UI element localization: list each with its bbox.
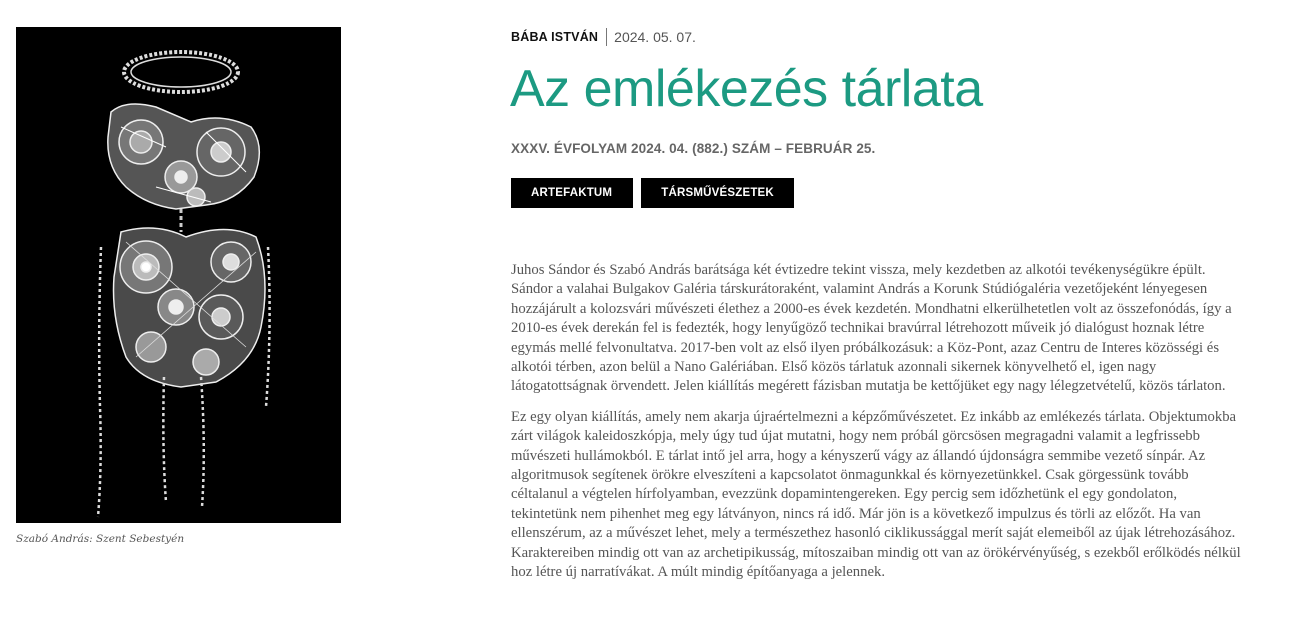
- artwork-image: [16, 27, 341, 523]
- lower-mechanism: [114, 228, 266, 387]
- article-body: [511, 261, 1241, 594]
- tag-list: [511, 178, 794, 208]
- author-link[interactable]: BÁBA ISTVÁN: [511, 28, 607, 46]
- article-title: Az emlékezés tárlata: [510, 60, 983, 118]
- tag-tarsmuveszetek[interactable]: TÁRSMŰVÉSZETEK: [641, 178, 794, 208]
- paragraph: Ez egy olyan kiállítás, amely nem akarja újraértelmezni a képzőművészetet. Ez inkább az emlékezés tárlata. Objektumokba zárt világok kaleidoszkópja, mely úgy tud újat mutatni, hogy nem próbál görcsösen megragadni valamit a legfrissebb művészeti hullámokból. E tárlat intő jel arra, hogy a kényszerű vágy az állandó újdonságra semmibe vezető sínpár. Az algoritmusok segítenek örökre elveszíteni a kapcsolatot önmagunkkal és környezetünkkel. Csak görgessünk tovább céltalanul a végtelen hírfolyamban, evezzünk dopamintengereken. Egy percig sem időzhetünk el egy gondolaton, tekintetünk nem pihenhet meg egy látványon, nincs rá idő. Már jön is a következő impulzus és törli az előzőt. Ha van ellenszérum, az a művészet lehet, mely a természethez hasonló ciklikussággal merít saját elemeiből az újak létrehozásához. Karaktereiben mindig ott van az archetipikusság, mítoszaiban mindig ott van az örökérvényűség, s ezekből erőlködés nélkül hoz létre új narratívákat. A múlt mindig építőanyaga a jelennek.: [511, 408, 1241, 581]
- tag-artefaktum[interactable]: ARTEFAKTUM: [511, 178, 633, 208]
- paragraph: Juhos Sándor és Szabó András barátsága két évtizedre tekint vissza, mely kezdetben az alkotói tevékenységükre épült. Sándor a valahai Bulgakov Galéria társkurátoraként, valamint András a Korunk Stúdiógaléria vezetőjeként lényegesen hozzájárult a kolozsvári művészeti élethez a 2000-es évek kezdetén. Mondhatni elkerülhetetlen volt az összefonódás, így a 2010-es évek derekán fel is fedezték, hogy lenyűgöző technikai bravúrral létrehozott műveik jó dialógust hoznak létre egymás mellé felvonultatva. 2017-ben volt az első ilyen próbálkozásuk: a Köz-Pont, azaz Centru de Interes közösségi és alkotói térben, azon belül a Nano Galériában. Első közös tárlatuk azonnali sikernek könyvelhető el, igen nagy látogatottságnak örvendett. Jelen kiállítás megérett fázisban mutatja be kettőjüket egy nagy lélegzetvételű, közös tárlaton.: [511, 262, 1232, 395]
- publish-date: 2024. 05. 07.: [614, 29, 696, 45]
- article-meta: [511, 28, 696, 46]
- image-caption: Szabó András: Szent Sebestyén: [16, 533, 185, 545]
- issue-info[interactable]: XXXV. ÉVFOLYAM 2024. 04. (882.) SZÁM – FEBRUÁR 25.: [511, 141, 876, 156]
